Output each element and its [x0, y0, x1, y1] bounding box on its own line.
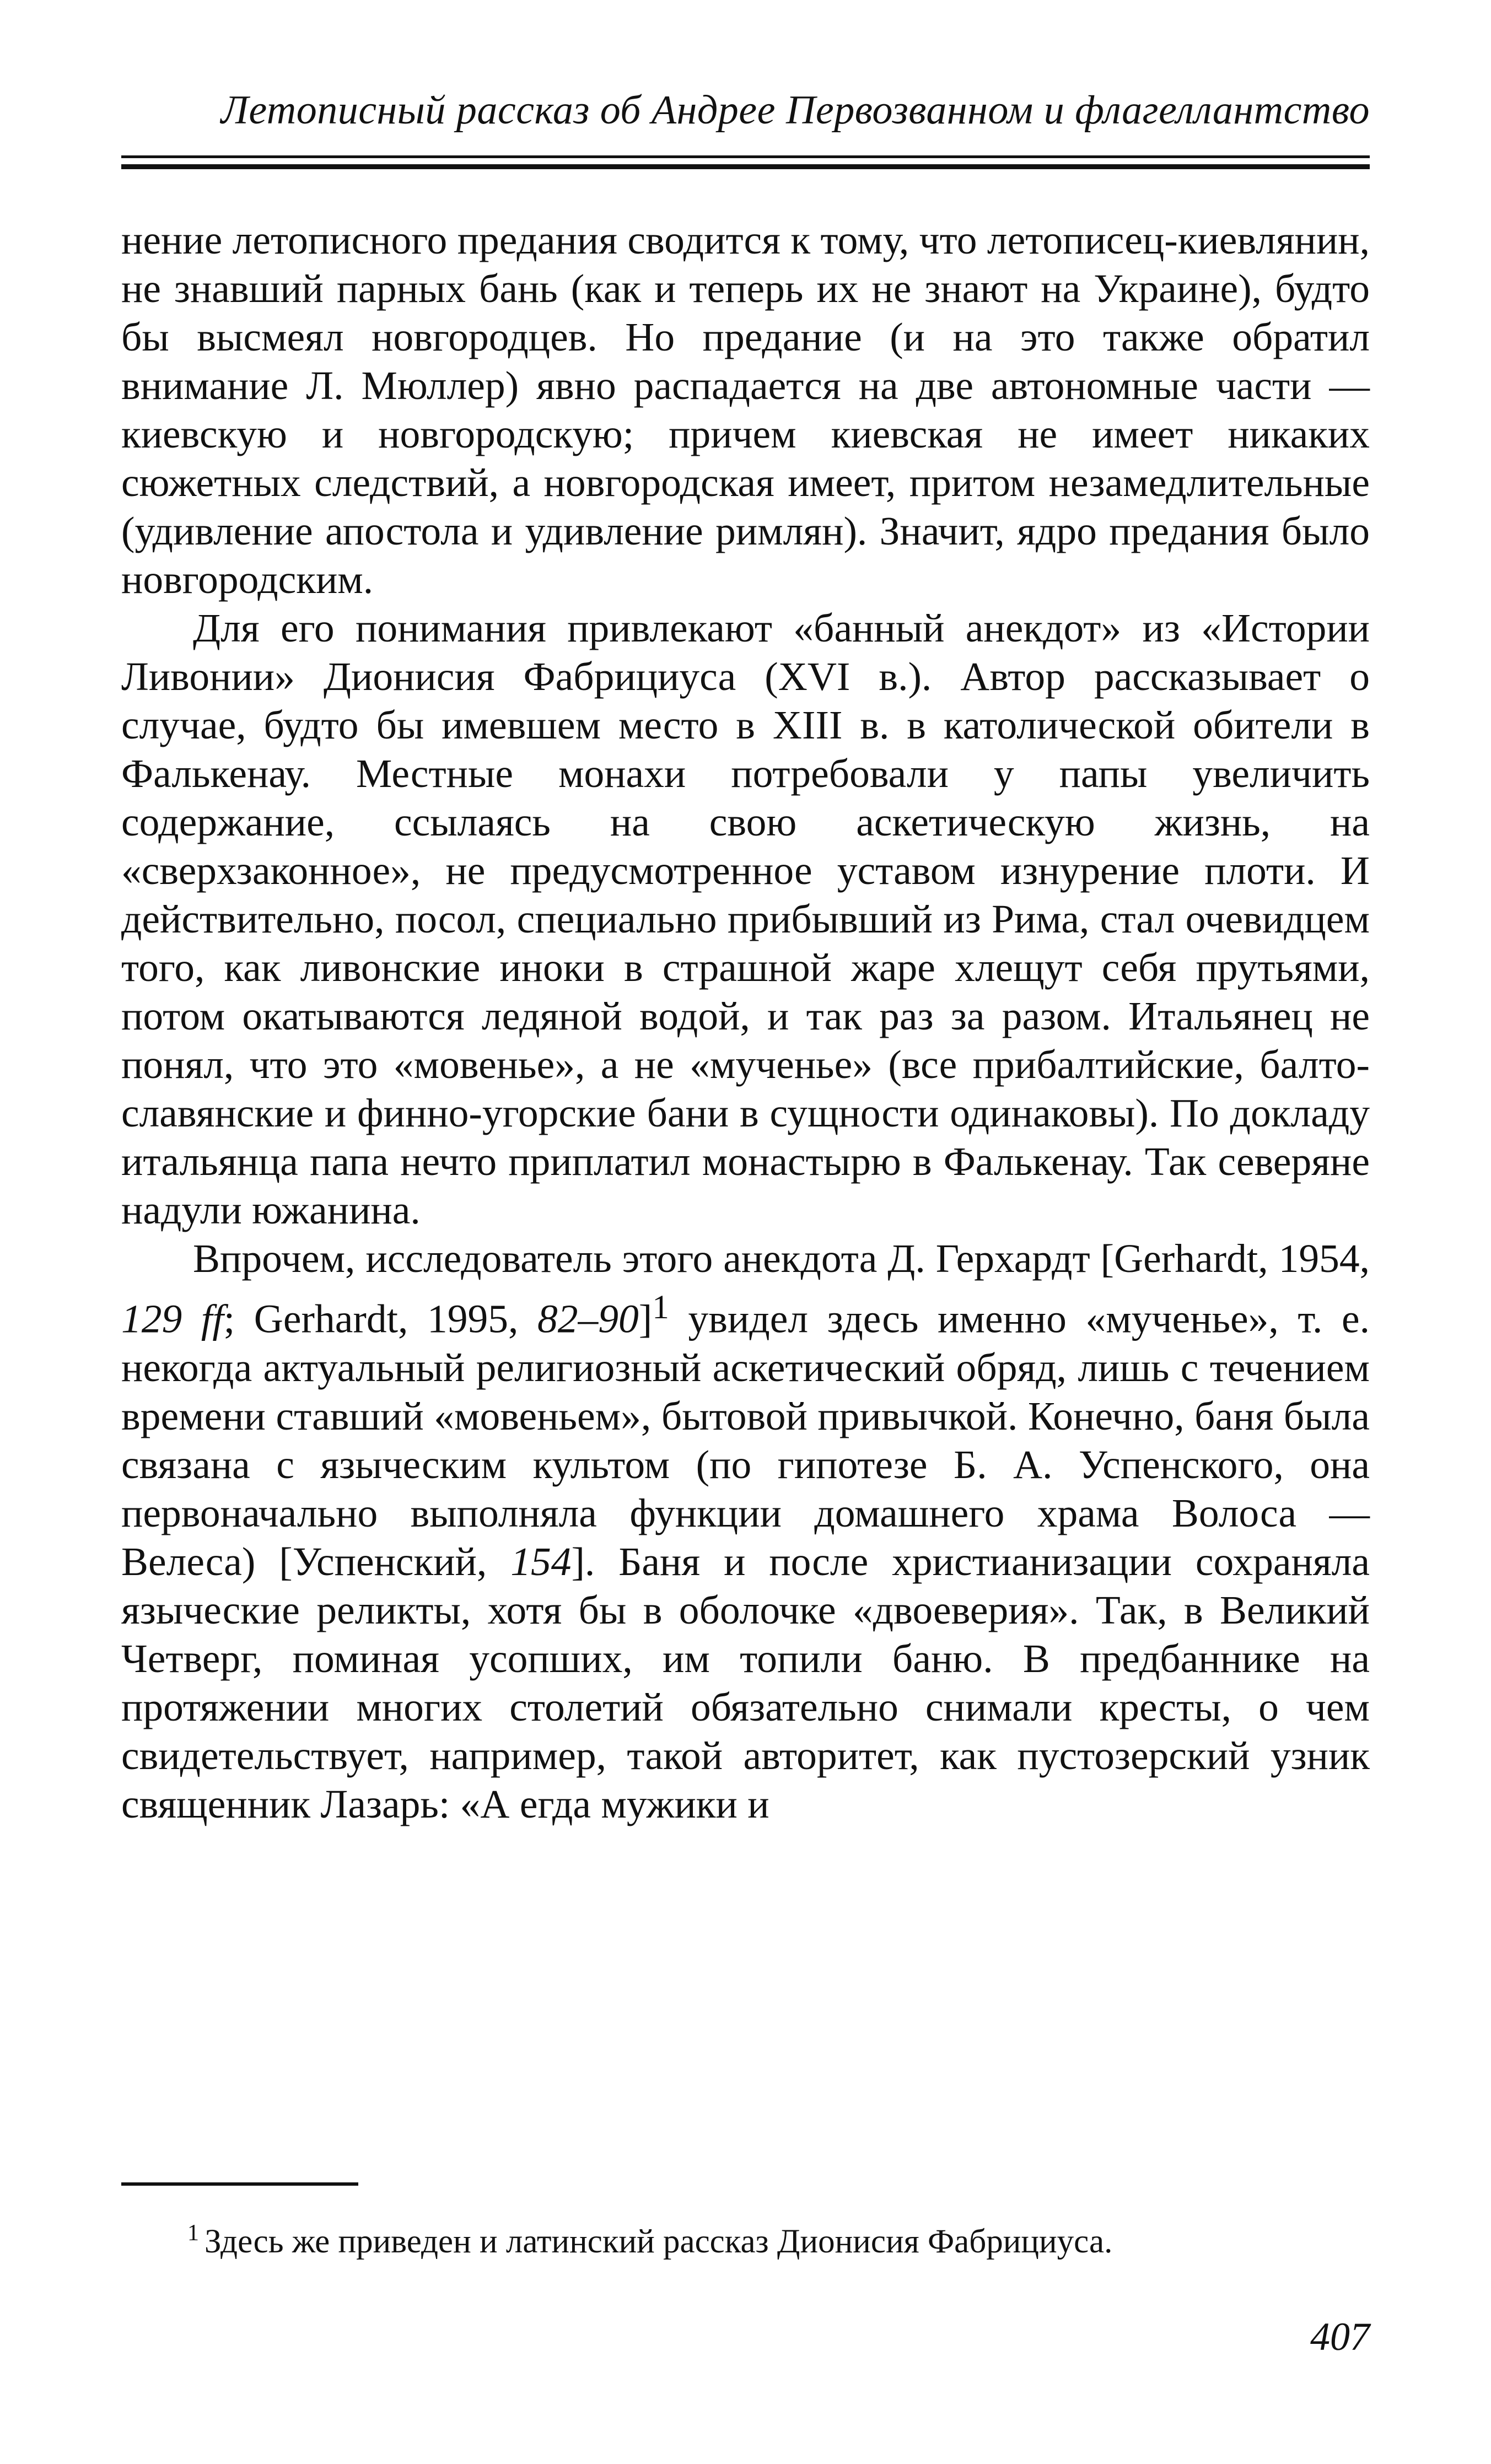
page-number: 407	[1310, 2315, 1370, 2359]
paragraph-3-part-5: ]	[638, 1296, 653, 1341]
paragraph-3-part-8: ]. Баня и после христианизации сохраняла языческие реликты, хотя бы в оболочке «двоеверия». Так, в Великий Четверг, поминая усопших, им топили баню. В предбаннике на протяжении многих столетий обязательно снимали кресты, о чем свидетельствует, например, такой авторитет, как пустозерский узник священник Лазарь: «А егда мужики и	[121, 1539, 1370, 1826]
citation-pages-1995: 82–90	[537, 1296, 639, 1341]
header-rule-thin	[121, 155, 1370, 158]
footnote-reference[interactable]: 1	[652, 1288, 669, 1326]
footnote-mark: 1	[187, 2220, 199, 2246]
paragraph-3-part-3: ; Gerhardt, 1995,	[223, 1296, 538, 1341]
footnote-text: Здесь же приведен и латинский рассказ Дионисия Фабрициуса.	[204, 2223, 1113, 2260]
header-rule-thick	[121, 164, 1370, 169]
paragraph-2: Для его понимания привлекают «банный анекдот» из «Истории Ливонии» Дионисия Фабрициуса (XVI в.). Автор рассказывает о случае, будто бы имевшем место в XIII в. в католической обители в Фалькенау. Местные монахи потребовали у папы увеличить содержание, ссылаясь на свою аскетическую жизнь, на «сверхзаконное», не предусмотренное уставом изнурение плоти. И действительно, посол, специально прибывший из Рима, стал очевидцем того, как ливонские иноки в страшной жаре хлещут себя прутьями, потом окатываются ледяной водой, и так раз за разом. Итальянец не понял, что это «мовенье», а не «мученье» (все прибалтийские, балто-славянские и финно-угорские бани в сущности одинаковы). По докладу итальянца папа нечто приплатил монастырю в Фалькенау. Так северяне надули южанина.	[121, 606, 1370, 1232]
running-header: Летописный рассказ об Андрее Первозванном и флагеллантство	[220, 88, 1370, 133]
footnote	[121, 2211, 1370, 2264]
paragraph-3	[121, 1234, 1370, 1829]
citation-pages-1954: 129 ff	[121, 1296, 224, 1341]
citation-page-uspensky: 154	[510, 1539, 572, 1584]
paragraph-3-part-6: увидел здесь именно «мученье», т. е. некогда актуальный религиозный аскетический обряд, лишь с течением времени ставший «мовеньем», бытовой привычкой. Конечно, баня была связана с языческим культом (по гипотезе Б. А. Успенского, она первоначально выполняла функции домашнего храма Волоса — Велеса) [Успенский,	[121, 1296, 1370, 1584]
body-text	[121, 216, 1370, 1829]
paragraph-3-part-1: Впрочем, исследователь этого анекдота Д. Герхардт [Gerhardt, 1954,	[193, 1236, 1370, 1281]
footnote-rule	[121, 2182, 358, 2186]
footnote-line	[121, 2211, 1370, 2264]
paragraph-1: нение летописного предания сводится к тому, что летописец-киевлянин, не знавший парных бань (как и теперь их не знают на Украине), будто бы высмеял новгородцев. Но предание (и на это также обратил внимание Л. Мюллер) явно распадается на две автономные части — киевскую и новгородскую; причем киевская не имеет никаких сюжетных следствий, а новгородская имеет, притом незамедлительные (удивление апостола и удивление римлян). Значит, ядро предания было новгородским.	[121, 218, 1370, 602]
